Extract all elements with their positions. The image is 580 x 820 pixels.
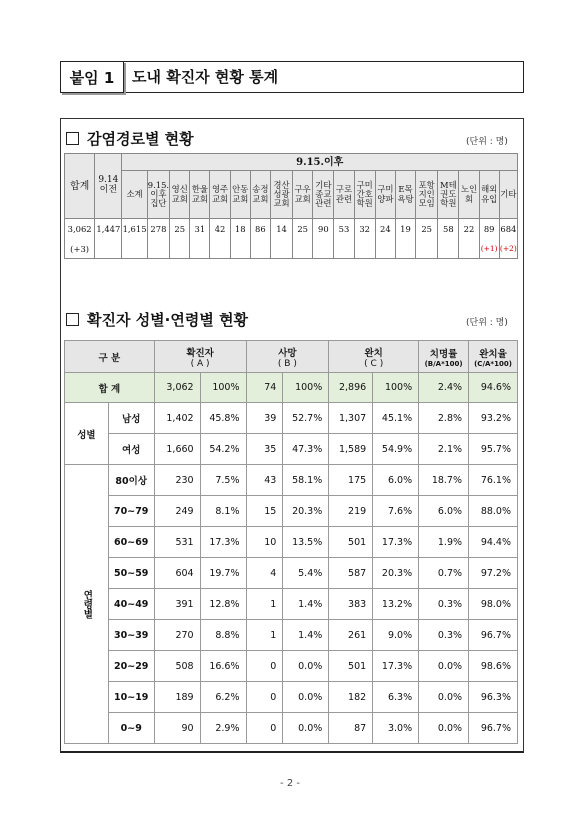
stat-cell: 1.4% (283, 589, 329, 620)
route-col-value: 24 (375, 219, 395, 242)
stat-cell: 90 (154, 713, 200, 744)
stat-cell: 270 (154, 620, 200, 651)
stat-cell: 6.2% (200, 682, 246, 713)
stat-cell: 531 (154, 527, 200, 558)
gender-age-table (64, 340, 518, 744)
route-col-header: 영신 교회 (170, 171, 190, 219)
stat-cell: 6.3% (373, 682, 419, 713)
age-row-label: 80이상 (108, 465, 154, 496)
stat-cell: 0.3% (419, 589, 469, 620)
route-col-change: (+2) (499, 241, 517, 259)
stat-cell: 261 (329, 620, 373, 651)
route-col-value: 86 (250, 219, 270, 242)
stat-cell: 13.5% (283, 527, 329, 558)
route-col-header: 해외 유입 (479, 171, 499, 219)
stat-cell: 2.1% (419, 434, 469, 465)
stat-cell: 604 (154, 558, 200, 589)
route-col-header: 송정 교회 (250, 171, 270, 219)
stat-cell: 39 (246, 403, 283, 434)
page-title: 도내 확진자 현황 통계 (132, 67, 279, 86)
route-col-change (334, 241, 354, 259)
route-col-value: 1,615 (122, 219, 147, 242)
route-col-header: 한울 교회 (190, 171, 210, 219)
page-number: - 2 - (280, 778, 300, 789)
route-col-header: 9.15. 이후 집단 (147, 171, 170, 219)
age-row-label: 70~79 (108, 496, 154, 527)
route-col-change (416, 241, 438, 259)
stat-cell: 7.5% (200, 465, 246, 496)
stat-cell: 43 (246, 465, 283, 496)
stat-cell: 0.3% (419, 620, 469, 651)
stat-cell: 17.3% (373, 651, 419, 682)
stat-cell: 1.4% (283, 620, 329, 651)
route-col-header: M테 권도 학원 (438, 171, 459, 219)
route-col-header: 영주 교회 (210, 171, 230, 219)
route-col-change (438, 241, 459, 259)
stat-cell: 0 (246, 651, 283, 682)
stat-cell: 12.8% (200, 589, 246, 620)
stat-cell: 20.3% (283, 496, 329, 527)
route-col-value: 18 (230, 219, 250, 242)
header-before: 9.14 이전 (95, 154, 122, 219)
stat-cell: 100% (373, 373, 419, 403)
header-recovery: 완치율 (C/A*100) (469, 341, 518, 373)
route-col-change (313, 241, 334, 259)
stat-cell: 96.3% (469, 682, 518, 713)
stat-cell: 35 (246, 434, 283, 465)
stat-cell: 13.2% (373, 589, 419, 620)
total-row-label: 합 계 (65, 373, 155, 403)
age-row-label: 10~19 (108, 682, 154, 713)
stat-cell: 96.7% (469, 620, 518, 651)
stat-cell: 100% (200, 373, 246, 403)
route-col-value: 25 (293, 219, 313, 242)
route-col-change (230, 241, 250, 259)
stat-cell: 0 (246, 713, 283, 744)
stat-cell: 97.2% (469, 558, 518, 589)
stat-cell: 2.9% (200, 713, 246, 744)
route-col-header: 기타 종교 관련 (313, 171, 334, 219)
stat-cell: 4 (246, 558, 283, 589)
route-col-change (459, 241, 479, 259)
stat-cell: 17.3% (373, 527, 419, 558)
stat-cell: 230 (154, 465, 200, 496)
checkbox-square-icon (66, 132, 79, 145)
stat-cell: 0.7% (419, 558, 469, 589)
stat-cell: 20.3% (373, 558, 419, 589)
stat-cell: 3,062 (154, 373, 200, 403)
route-col-header: 경산 성광 교회 (270, 171, 292, 219)
age-row-label: 40~49 (108, 589, 154, 620)
stat-cell: 1.9% (419, 527, 469, 558)
route-col-header: 포항 지인 모임 (416, 171, 438, 219)
route-col-value: 90 (313, 219, 334, 242)
route-col-change (270, 241, 292, 259)
stat-cell: 98.0% (469, 589, 518, 620)
route-col-value: 31 (190, 219, 210, 242)
age-row-label: 50~59 (108, 558, 154, 589)
stat-cell: 3.0% (373, 713, 419, 744)
stat-cell: 508 (154, 651, 200, 682)
stat-cell: 0 (246, 682, 283, 713)
age-row-label: 0~9 (108, 713, 154, 744)
section1-title: 감염경로별 현황 (66, 128, 194, 149)
stat-cell: 587 (329, 558, 373, 589)
route-col-change (170, 241, 190, 259)
stat-cell: 1,402 (154, 403, 200, 434)
stat-cell: 249 (154, 496, 200, 527)
stat-cell: 7.6% (373, 496, 419, 527)
route-col-value: 42 (210, 219, 230, 242)
header-confirmed: 확진자 ( A ) (154, 341, 246, 373)
stat-cell: 1,307 (329, 403, 373, 434)
section2-unit: (단위 : 명) (466, 318, 508, 328)
stat-cell: 175 (329, 465, 373, 496)
stat-cell: 93.2% (469, 403, 518, 434)
stat-cell: 2.4% (419, 373, 469, 403)
stat-cell: 1,589 (329, 434, 373, 465)
route-col-change (190, 241, 210, 259)
stat-cell: 8.8% (200, 620, 246, 651)
stat-cell: 17.3% (200, 527, 246, 558)
stat-cell: 95.7% (469, 434, 518, 465)
route-col-change: (+1) (479, 241, 499, 259)
stat-cell: 391 (154, 589, 200, 620)
route-col-value: 53 (334, 219, 354, 242)
stat-cell: 6.0% (373, 465, 419, 496)
stat-cell: 2.8% (419, 403, 469, 434)
route-col-header: 노인 회 (459, 171, 479, 219)
age-row-label: 60~69 (108, 527, 154, 558)
route-col-value: 19 (395, 219, 415, 242)
route-col-change (210, 241, 230, 259)
route-col-change (375, 241, 395, 259)
stat-cell: 182 (329, 682, 373, 713)
stat-cell: 1,660 (154, 434, 200, 465)
stat-cell: 0.0% (419, 713, 469, 744)
stat-cell: 54.9% (373, 434, 419, 465)
stat-cell: 52.7% (283, 403, 329, 434)
route-col-header: E목 욕탕 (395, 171, 415, 219)
stat-cell: 98.6% (469, 651, 518, 682)
route-col-header: 구미 간호 학원 (354, 171, 375, 219)
stat-cell: 87 (329, 713, 373, 744)
stat-cell: 1 (246, 589, 283, 620)
route-col-header: 소계 (122, 171, 147, 219)
stat-cell: 501 (329, 527, 373, 558)
age-group-label: 연령별 (65, 465, 109, 744)
stat-cell: 94.6% (469, 373, 518, 403)
route-col-header: 구우 교회 (293, 171, 313, 219)
stat-cell: 0.0% (283, 682, 329, 713)
stat-cell: 47.3% (283, 434, 329, 465)
stat-cell: 0.0% (419, 682, 469, 713)
stat-cell: 0.0% (283, 651, 329, 682)
header-gubun: 구 분 (65, 341, 155, 373)
route-col-value: 25 (416, 219, 438, 242)
stat-cell: 58.1% (283, 465, 329, 496)
stat-cell: 94.4% (469, 527, 518, 558)
stat-cell: 8.1% (200, 496, 246, 527)
route-col-value: 22 (459, 219, 479, 242)
checkbox-square-icon (66, 313, 79, 326)
header-total: 합계 (65, 154, 95, 219)
gender-row-label: 남성 (108, 403, 154, 434)
stat-cell: 1 (246, 620, 283, 651)
stat-cell: 219 (329, 496, 373, 527)
infection-route-table (64, 153, 518, 259)
stat-cell: 9.0% (373, 620, 419, 651)
header-recovered: 완치 ( C ) (329, 341, 419, 373)
stat-cell: 54.2% (200, 434, 246, 465)
stat-cell: 45.8% (200, 403, 246, 434)
route-col-value: 14 (270, 219, 292, 242)
header-bar (60, 61, 524, 93)
header-death: 사망 ( B ) (246, 341, 329, 373)
gender-group-label: 성별 (65, 403, 109, 465)
route-col-value: 89 (479, 219, 499, 242)
value-before: 1,447 (95, 219, 122, 242)
route-col-change (354, 241, 375, 259)
stat-cell: 189 (154, 682, 200, 713)
section1-unit: (단위 : 명) (466, 137, 508, 147)
stat-cell: 2,896 (329, 373, 373, 403)
stat-cell: 18.7% (419, 465, 469, 496)
stat-cell: 10 (246, 527, 283, 558)
route-col-header: 구로 관련 (334, 171, 354, 219)
stat-cell: 74 (246, 373, 283, 403)
value-total: 3,062 (65, 219, 95, 242)
stat-cell: 6.0% (419, 496, 469, 527)
age-row-label: 20~29 (108, 651, 154, 682)
stat-cell: 383 (329, 589, 373, 620)
stat-cell: 96.7% (469, 713, 518, 744)
route-col-value: 25 (170, 219, 190, 242)
route-col-change (147, 241, 170, 259)
route-col-value: 58 (438, 219, 459, 242)
route-col-value: 32 (354, 219, 375, 242)
stat-cell: 88.0% (469, 496, 518, 527)
section2-title: 확진자 성별·연령별 현황 (66, 309, 248, 330)
gender-row-label: 여성 (108, 434, 154, 465)
stat-cell: 100% (283, 373, 329, 403)
stat-cell: 501 (329, 651, 373, 682)
route-col-header: 구미 양파 (375, 171, 395, 219)
route-col-value: 684 (499, 219, 517, 242)
age-row-label: 30~39 (108, 620, 154, 651)
attachment-label: 붙임 1 (60, 61, 124, 93)
route-col-change (395, 241, 415, 259)
stat-cell: 76.1% (469, 465, 518, 496)
stat-cell: 19.7% (200, 558, 246, 589)
stat-cell: 45.1% (373, 403, 419, 434)
stat-cell: 5.4% (283, 558, 329, 589)
value-total-change: (+3) (65, 241, 95, 259)
header-after: 9.15.이후 (122, 154, 518, 171)
stat-cell: 0.0% (283, 713, 329, 744)
header-fatality: 치명률 (B/A*100) (419, 341, 469, 373)
stat-cell: 0.0% (419, 651, 469, 682)
route-col-change (250, 241, 270, 259)
route-col-change (122, 241, 147, 259)
stat-cell: 16.6% (200, 651, 246, 682)
route-col-change (293, 241, 313, 259)
route-col-header: 기타 (499, 171, 517, 219)
route-col-value: 278 (147, 219, 170, 242)
route-col-header: 안동 교회 (230, 171, 250, 219)
value-before-change (95, 241, 122, 259)
stat-cell: 15 (246, 496, 283, 527)
